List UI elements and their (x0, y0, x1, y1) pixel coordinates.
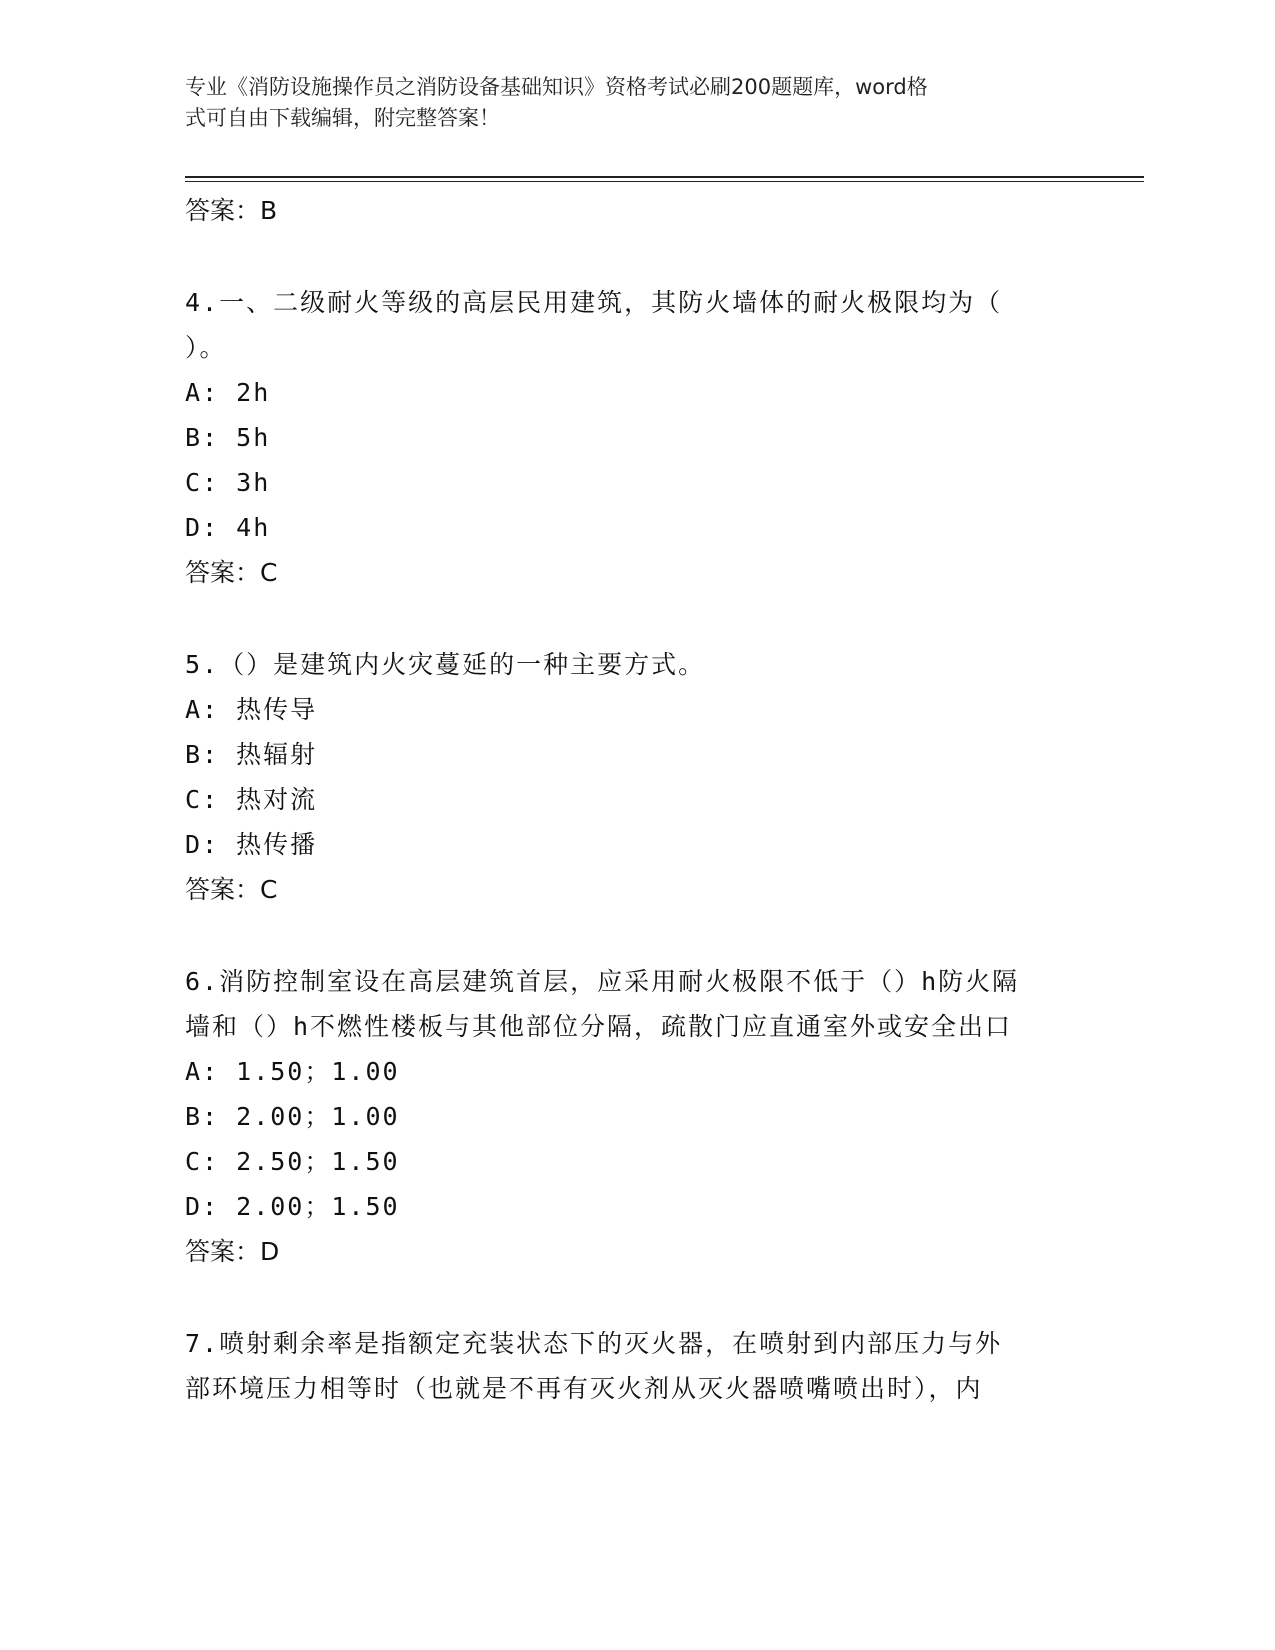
question-5-answer: 答案：C (185, 875, 278, 904)
question-7-line-1: 7.喷射剩余率是指额定充装状态下的灭火器，在喷射到内部压力与外 (185, 1329, 1003, 1358)
question-6-option-a: A: 1.50；1.00 (185, 1057, 400, 1086)
question-4-option-b: B: 5h (185, 423, 271, 452)
answer-label: 答案：B (185, 196, 278, 225)
question-4-option-a: A: 2h (185, 378, 271, 407)
question-7 (185, 1321, 1085, 1411)
question-4-option-d: D: 4h (185, 513, 271, 542)
question-6-line-2: 墙和（）h不燃性楼板与其他部位分隔，疏散门应直通室外或安全出口 (185, 1012, 1013, 1041)
spacer (185, 1274, 1085, 1321)
header-line-1: 专业《消防设施操作员之消防设备基础知识》资格考试必刷200题题库，word格 (185, 75, 928, 99)
question-4-answer: 答案：C (185, 558, 278, 587)
question-5-option-b: B: 热辐射 (185, 740, 318, 769)
question-4-line-1: 4.一、二级耐火等级的高层民用建筑，其防火墙体的耐火极限均为（ (185, 288, 1003, 317)
question-5-option-c: C: 热对流 (185, 785, 318, 814)
question-6-line-1: 6.消防控制室设在高层建筑首层，应采用耐火极限不低于（）h防火隔 (185, 967, 1020, 996)
question-4 (185, 280, 1085, 595)
question-list (185, 188, 1085, 1411)
question-6-option-c: C: 2.50；1.50 (185, 1147, 400, 1176)
question-6 (185, 959, 1085, 1274)
spacer (185, 912, 1085, 959)
spacer (185, 595, 1085, 642)
question-5-option-a: A: 热传导 (185, 695, 318, 724)
question-7-line-2: 部环境压力相等时（也就是不再有灭火剂从灭火器喷嘴喷出时），内 (185, 1374, 983, 1403)
question-4-line-2: ）。 (185, 333, 227, 362)
header-divider-thin (185, 181, 1144, 182)
question-6-option-d: D: 2.00；1.50 (185, 1192, 400, 1221)
document-header (185, 72, 1065, 134)
question-6-answer: 答案：D (185, 1237, 280, 1266)
header-line-2: 式可自由下载编辑，附完整答案！ (185, 106, 500, 130)
question-4-option-c: C: 3h (185, 468, 271, 497)
question-5-line-1: 5.（）是建筑内火灾蔓延的一种主要方式。 (185, 650, 706, 679)
spacer (185, 233, 1085, 280)
header-divider-thick (185, 176, 1144, 178)
question-5-option-d: D: 热传播 (185, 830, 318, 859)
question-6-option-b: B: 2.00；1.00 (185, 1102, 400, 1131)
question-5 (185, 642, 1085, 912)
